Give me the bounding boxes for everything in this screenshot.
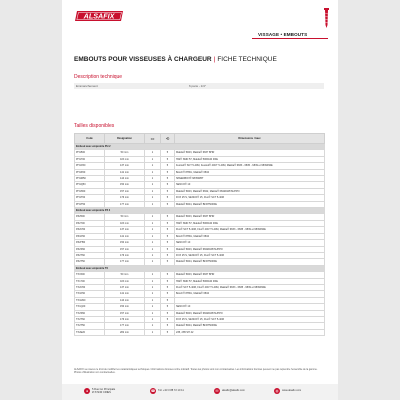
cell-designation: 157 mm [105,310,145,316]
cell-dispenser-qty: 5 [161,259,175,265]
cell-dispenser-qty: 5 [161,156,175,162]
cell-dispenser-qty: 5 [161,246,175,252]
cell-dispenser-qty: 5 [161,291,175,297]
title-separator: | [213,56,216,63]
cell-dispenser-qty: 5 [161,278,175,284]
cell-dispenser-qty: 5 [161,310,175,316]
cell-designation: 50 mm [105,272,145,278]
cell-dimensions: Hilti® SMD 57, Makita® BFR440 RFE [175,220,325,226]
cell-box-qty: 1 [145,220,161,226]
cell-dimensions: FOX 25 S, SENCO® 15, Flux® SCT 5-40M [175,195,325,201]
cell-code: PZ1K50 [75,233,105,239]
cell-dispenser-qty: 5 [161,188,175,194]
dispenser-icon: ⟲ [165,136,170,141]
cell-designation: 150 mm [105,240,145,246]
cell-designation: 144 mm [105,176,145,182]
cell-box-qty: 1 [145,329,161,335]
cell-code: PH1500 [75,150,105,156]
cell-dispenser-qty: 5 [161,252,175,258]
cell-box-qty: 1 [145,182,161,188]
cell-code: PZ2C50 [75,227,105,233]
cell-box-qty: 1 [145,272,161,278]
col-code: Code [75,134,105,144]
cell-dimensions: FOX 25 S, SENCO® 15, Flux® SCT 5-40M [175,316,325,322]
group-label: Embout avec empreinte PZ 2 [75,208,325,214]
cell-code: PH1T60 [75,195,105,201]
cell-box-qty: 1 [145,156,161,162]
description-label: Emmanchement [76,84,98,89]
cell-dimensions: SENCO® 10 [175,182,325,188]
cell-designation: 150 mm [105,182,145,188]
alsafix-logo [74,10,124,22]
web-text: www.alsafix.com [282,389,302,393]
cell-dimensions: Makita® 6844, Makita® BFR750RFE [175,201,325,207]
cell-box-qty: 1 [145,259,161,265]
location-icon: ● [85,389,89,394]
table-row [75,329,325,335]
cell-dimensions: Hilti® SMD 57, Makita® BFR440 RFE [175,156,325,162]
cell-code: PH1S50 [75,188,105,194]
cell-code: PH1M50 [75,176,105,182]
cell-box-qty: 1 [145,240,161,246]
cell-designation: 177 mm [105,323,145,329]
cell-code: PZ2700 [75,220,105,226]
cell-designation: 137 mm [105,227,145,233]
cell-box-qty: 1 [145,310,161,316]
cell-code: TX2S50 [75,310,105,316]
cell-box-qty: 1 [145,163,161,169]
description-value: 6 pans - 1/4" [189,84,206,89]
category-label: VISSAGE • EMBOUTS [258,32,308,37]
cell-dimensions: Festool® SCT 5-40M, Festool® 40CT 5-40M, Makita® 6833 - 6835 - 6839 et 6839DWE [175,163,325,169]
cell-designation: 115 mm [105,220,145,226]
cell-dimensions: Flux® SCT 5-40M, Flux® 40CT 5-40M, Makita® 6833 - 6835 - 6839 et 6839DWE [175,284,325,290]
cell-designation: 144 mm [105,297,145,303]
cell-code: PZ2H50 [75,240,105,246]
cell-code: PH1700 [75,156,105,162]
cell-dimensions: Flux® SCT 5-40M, Flux® 40CT 5-40M, Makita® 6833 - 6835 - 6839 et 6839DWE [175,227,325,233]
footer [62,384,338,400]
cell-dispenser-qty: 5 [161,214,175,220]
cell-dispenser-qty: 5 [161,220,175,226]
cell-dimensions: Makita® 6843, Makita® 6842, Makita® 6842DWFSUPPO [175,188,325,194]
cell-dimensions: Makita® 6844, Makita® BFR750RFE [175,259,325,265]
cell-dispenser-qty: 5 [161,176,175,182]
screw-icon [324,8,329,28]
phone-text: Tél. +33 3 88 72 10 11 [158,389,184,393]
cell-dimensions: FOX 25 S, SENCO® 15, Flux® SCT 5-40M [175,252,325,258]
cell-dispenser-qty: 5 [161,329,175,335]
cell-dimensions: SENCO® 10 [175,304,325,310]
cell-box-qty: 1 [145,150,161,156]
cell-dimensions: Bosch® 8HSU, Makita® 6834 [175,291,325,297]
product-sheet [62,0,338,400]
cell-designation: 137 mm [105,284,145,290]
cell-dispenser-qty: 5 [161,272,175,278]
cell-dispenser-qty: 5 [161,284,175,290]
cell-dispenser-qty: 5 [161,182,175,188]
footer-web[interactable] [274,388,301,394]
cell-dispenser-qty: 5 [161,233,175,239]
cell-box-qty: 1 [145,284,161,290]
cell-designation: 137 mm [105,163,145,169]
cell-box-qty: 1 [145,233,161,239]
box-icon: ▭ [150,136,155,141]
cell-dimensions: Makita® 6843, Makita® 6837 BHR [175,272,325,278]
cell-box-qty: 1 [145,297,161,303]
cell-dispenser-qty: 5 [161,316,175,322]
cell-code: PH1T50 [75,201,105,207]
col-box [145,134,161,144]
cell-code: TX1500 [75,272,105,278]
title-main: EMBOUTS POUR VISSEUSES À CHARGEUR [74,56,212,63]
cell-designation: 115 mm [105,156,145,162]
cell-designation: 141 mm [105,233,145,239]
group-label: Embout avec empreinte PH 2 [75,144,325,150]
cell-box-qty: 1 [145,246,161,252]
page-title [74,56,277,63]
cell-designation: 157 mm [105,246,145,252]
globe-icon: ◍ [275,389,279,393]
cell-designation: 282 mm [105,329,145,335]
sizes-heading: Tailles disponibles [74,123,115,129]
svg-text:ALSAFIX: ALSAFIX [83,11,115,21]
cell-box-qty: 1 [145,323,161,329]
title-sub: FICHE TECHNIQUE [217,56,277,63]
cell-dimensions: 235, 285 SH 42 [175,329,325,335]
cell-dimensions: Hilti® SMD 57, Makita® BFR440 RFE [175,278,325,284]
phone-icon: ☎ [150,389,156,393]
cell-dimensions: Makita® 6843, Makita® 6837 BHR [175,214,325,220]
address-line-2: ZI 67240 CRIES [92,391,111,395]
cell-dimensions: Makita® 6843, Makita® 6837 BHR [175,150,325,156]
cell-dimensions: SPEEDBOX® 6835WBT [175,176,325,182]
category-divider [252,38,328,39]
cell-designation: 177 mm [105,259,145,265]
cell-code: PZ2S50 [75,246,105,252]
mail-icon: ✉ [215,389,219,393]
cell-code: PZ2T60 [75,252,105,258]
address-line-1: 5 Rue Ivo Principale [92,388,116,391]
cell-code: TX1K50 [75,291,105,297]
footer-phone[interactable] [150,388,184,394]
cell-designation: 177 mm [105,201,145,207]
cell-designation: 157 mm [105,188,145,194]
cell-designation: 150 mm [105,304,145,310]
cell-dispenser-qty: 5 [161,195,175,201]
sizes-table [74,133,325,336]
cell-dispenser-qty: 5 [161,201,175,207]
cell-dispenser-qty: 5 [161,297,175,303]
cell-code: TX1700 [75,278,105,284]
cell-box-qty: 1 [145,227,161,233]
cell-box-qty: 1 [145,291,161,297]
cell-designation: 50 mm [105,214,145,220]
cell-box-qty: 1 [145,201,161,207]
cell-box-qty: 1 [145,214,161,220]
col-dimensions: Dimensions / taux [175,134,325,144]
cell-code: PH1Q50 [75,182,105,188]
cell-box-qty: 1 [145,304,161,310]
cell-box-qty: 1 [145,252,161,258]
cell-box-qty: 1 [145,176,161,182]
cell-box-qty: 1 [145,188,161,194]
cell-code: TX2E20 [75,329,105,335]
cell-designation: 115 mm [105,278,145,284]
footer-address [84,388,115,394]
cell-code: PH1K50 [75,169,105,175]
cell-code: TX2T50 [75,323,105,329]
cell-box-qty: 1 [145,316,161,322]
cell-dispenser-qty: 5 [161,163,175,169]
cell-code: PZ2500 [75,214,105,220]
cell-dispenser-qty: 5 [161,240,175,246]
cell-dispenser-qty: 5 [161,227,175,233]
cell-designation: 176 mm [105,252,145,258]
cell-dispenser-qty: 5 [161,304,175,310]
cell-code: TX2T60 [75,316,105,322]
description-row [74,83,324,89]
cell-dimensions: Bosch® 8HSU, Makita® 6834 [175,169,325,175]
cell-code: TX1M20 [75,297,105,303]
cell-box-qty: 1 [145,169,161,175]
cell-designation: 141 mm [105,169,145,175]
cell-box-qty: 1 [145,278,161,284]
cell-dimensions: Makita® 6843, Makita® 6842DWFSUPPO [175,310,325,316]
cell-dispenser-qty: 5 [161,169,175,175]
cell-dimensions: SENCO® 10 [175,240,325,246]
footer-email[interactable] [214,388,245,394]
cell-designation: 176 mm [105,316,145,322]
cell-dimensions: Makita® 6843, Makita® 6842DWFSUPPO [175,246,325,252]
cell-box-qty: 1 [145,195,161,201]
cell-dispenser-qty: 5 [161,323,175,329]
col-dispenser [161,134,175,144]
cell-dimensions: Bosch® 8HSU, Makita® 6834 [175,233,325,239]
description-heading: Description technique [74,74,123,80]
cell-code: TX2C50 [75,284,105,290]
col-designation: Désignation [105,134,145,144]
cell-code: PZ2T50 [75,259,105,265]
cell-dimensions: Makita® 6844, Makita® BFR750RFE [175,323,325,329]
disclaimer-note: ALSAFIX se réserve le droit de modifier les caractéristiques techniques. Informations données à titre indicatif. Toutes les photos sont non contractuelles. Les informations fournies peuvent ne pas reprendre l'ensemble de la gamme. Photos d'illustration non contractuelles. [74,368,318,375]
cell-designation: 176 mm [105,195,145,201]
cell-designation: 50 mm [105,150,145,156]
email-text: alsafix@alsafix.com [222,389,245,393]
cell-designation: 141 mm [105,291,145,297]
cell-code: TX1Q20 [75,304,105,310]
table-header [75,134,325,144]
cell-code: PH1C50 [75,163,105,169]
cell-dispenser-qty: 5 [161,150,175,156]
group-label: Embout avec empreinte TX [75,265,325,271]
